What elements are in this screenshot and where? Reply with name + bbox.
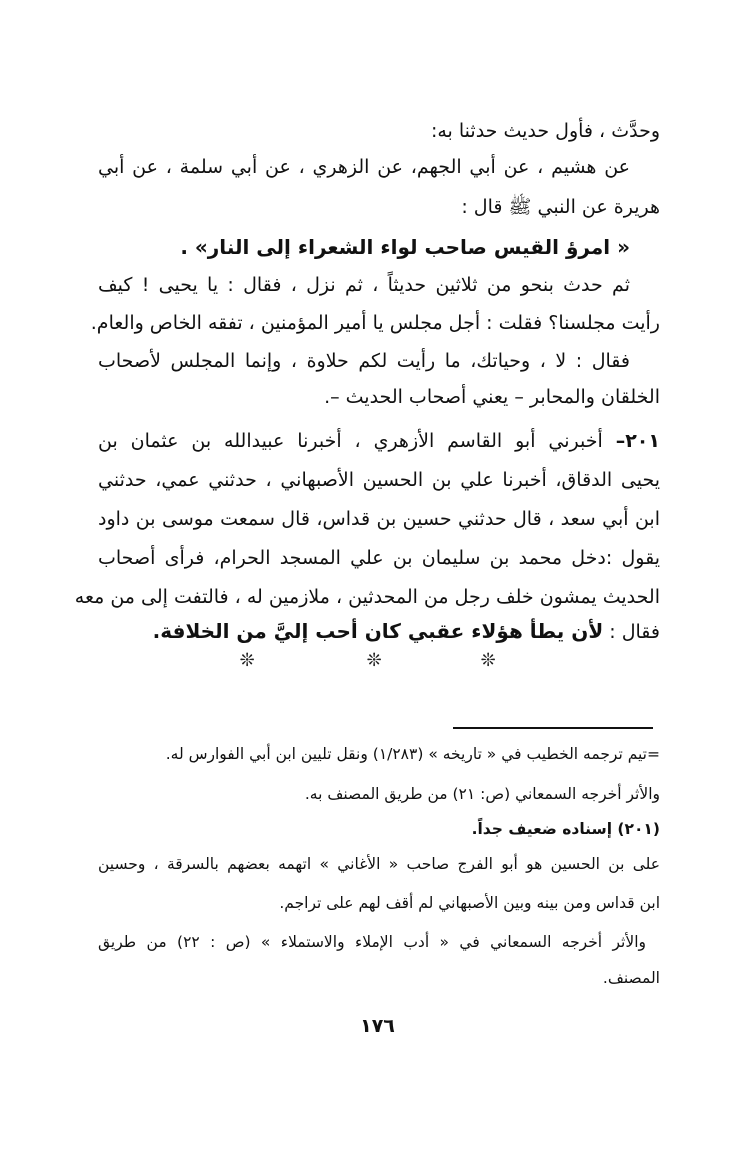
hadith-line-1: أخبرني أبو القاسم الأزهري ، أخبرنا عبيدالله بن عثمان بن [98,430,603,452]
footnote-separator [453,727,653,729]
flower-ornament-icon: ❊ [239,650,255,671]
last-line-prefix: فقال : [609,621,660,643]
footnote-line-7: المصنف. [602,969,660,987]
page-number: ١٧٦ [360,1015,395,1037]
hadith-line-5: الحديث يمشون خلف رجل من المحدثين ، ملازمين له ، فالتفت إلى من معه [74,586,660,608]
body-line-5: ثم حدث بنحو من ثلاثين حديثاً ، ثم نزل ، فقال : يا يحيى ! كيف [98,274,630,296]
flower-ornament-icon: ❊ [480,650,496,671]
footnote-grading: (٢٠١) إسناده ضعيف جداً. [471,820,660,838]
body-line-8: الخلقان والمحابر – يعني أصحاب الحديث –. [324,386,660,408]
hadith-line-2: يحيى الدقاق، أخبرنا علي بن الحسين الأصبهاني ، حدثني عمي، حدثني [98,469,660,491]
prophetic-quote: « امرؤ القيس صاحب لواء الشعراء إلى النار» . [180,235,630,259]
hadith-number: ٢٠١– [615,430,660,452]
hadith-first-line [98,424,660,458]
footnote-line-1: =تيم ترجمه الخطيب في « تاريخه » (١/٢٨٣) ونقل تليين ابن أبي الفوارس له. [165,745,660,763]
footnote-line-6: والأثر أخرجه السمعاني في « أدب الإملاء والاستملاء » (ص : ٢٢) من طريق [98,933,646,951]
body-line-2: عن هشيم ، عن أبي الجهم، عن الزهري ، عن أبي سلمة ، عن أبي [98,156,630,178]
flower-ornament-icon: ❊ [366,650,382,671]
body-line-6: رأيت مجلسنا؟ فقلت : أجل مجلس يا أمير المؤمنين ، تفقه الخاص والعام. [90,312,660,334]
body-line-1: وحدَّث ، فأول حديث حدثنا به: [430,120,660,142]
hadith-last-line [98,614,660,649]
section-divider [0,650,755,680]
hadith-line-4: يقول :دخل محمد بن سليمان بن علي المسجد الحرام، فرأى أصحاب [98,547,660,569]
footnote-line-5: ابن قداس ومن بينه وبين الأصبهاني لم أقف لهم على تراجم. [279,894,660,912]
body-line-3: هريرة عن النبي ﷺ قال : [461,196,660,218]
caliph-quote: لأن يطأ هؤلاء عقبي كان أحب إليَّ من الخلافة. [152,619,604,643]
footnote-line-2: والأثر أخرجه السمعاني (ص: ٢١) من طريق المصنف به. [304,785,660,803]
footnote-line-4: على بن الحسين هو أبو الفرج صاحب « الأغاني » اتهمه بعضهم بالسرقة ، وحسين [98,855,660,873]
body-line-7: فقال : لا ، وحياتك، ما رأيت لكم حلاوة ، وإنما المجلس لأصحاب [98,350,630,372]
hadith-line-3: ابن أبي سعد ، قال حدثني حسين بن قداس، قال سمعت موسى بن داود [98,508,660,530]
